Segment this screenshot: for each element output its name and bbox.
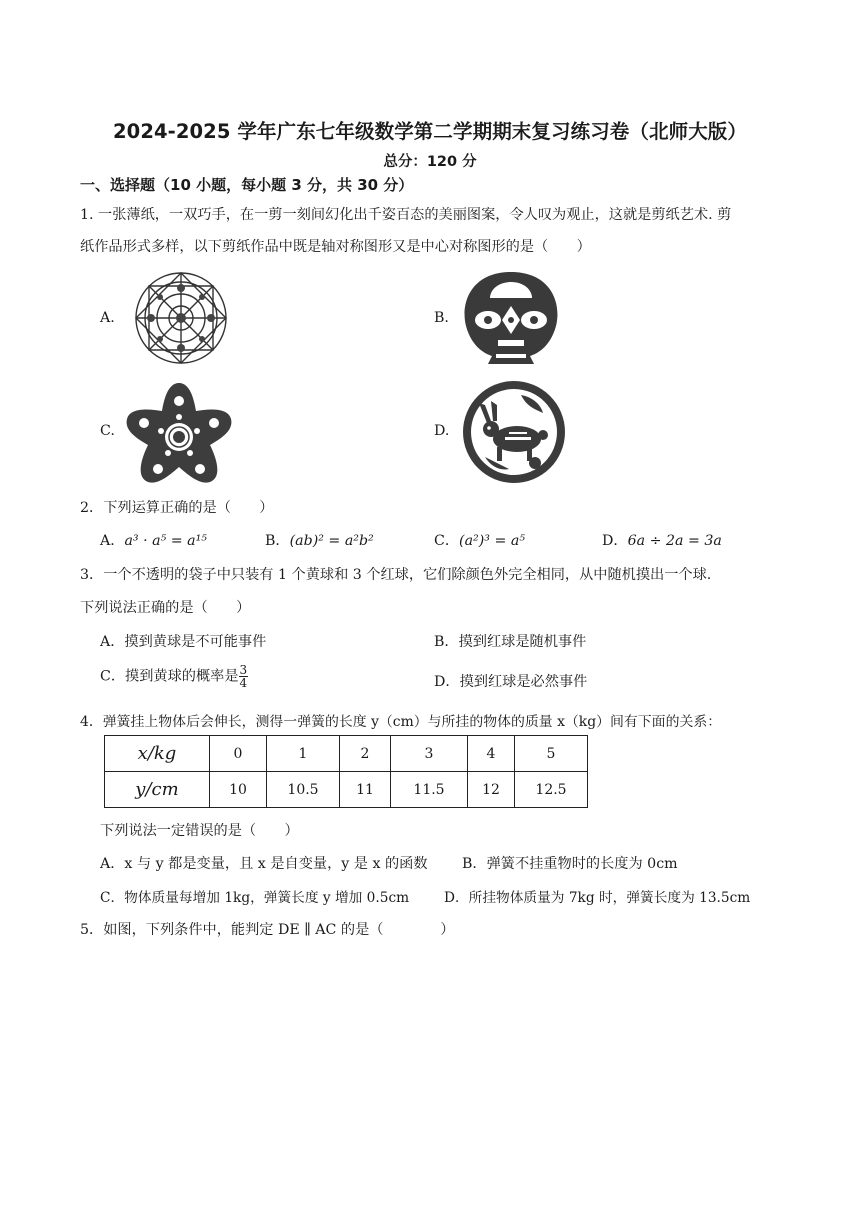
table-cell: 10.5 — [267, 772, 340, 808]
table-cell: 1 — [267, 736, 340, 772]
q4-prompt: 下列说法一定错误的是（ ） — [100, 823, 299, 839]
q1-line1: 1. 一张薄纸，一双巧手，在一剪一刻间幻化出千姿百态的美丽图案，令人叹为观止，这就是剪纸艺术. 剪 — [80, 207, 732, 223]
q2-a-expr: a³ · a⁵ = a¹⁵ — [124, 533, 207, 549]
q3-c-denominator: 4 — [239, 676, 248, 690]
q4-option-c: C．物体质量每增加 1kg，弹簧长度 y 增加 0.5cm — [100, 890, 410, 906]
table-cell: 11.5 — [391, 772, 468, 808]
q2-b-expr: (ab)² = a²b² — [289, 533, 374, 549]
table-cell: 12 — [468, 772, 515, 808]
table-row — [105, 736, 588, 772]
rabbit-papercut-icon — [461, 379, 567, 485]
q3-c-fraction — [239, 664, 249, 689]
q2-option-a — [100, 530, 207, 550]
q3-option-c — [100, 664, 248, 689]
table-header-x: x/kg — [105, 736, 210, 772]
q1-line2: 纸作品形式多样，以下剪纸作品中既是轴对称图形又是中心对称图形的是（ ） — [80, 239, 591, 255]
q2-stem: 2．下列运算正确的是（ ） — [80, 500, 274, 516]
total-score: 总分：120 分 — [383, 154, 477, 170]
q4-option-a: A．x 与 y 都是变量，且 x 是自变量，y 是 x 的函数 — [100, 856, 428, 872]
table-cell: 3 — [391, 736, 468, 772]
q1-option-a-image — [128, 268, 234, 368]
q2-d-label: D． — [602, 533, 628, 549]
spring-data-table — [104, 735, 588, 808]
page-title: 2024-2025 学年广东七年级数学第二学期期末复习练习卷（北师大版） — [112, 120, 748, 143]
q2-b-label: B． — [265, 533, 290, 549]
q4-option-b: B．弹簧不挂重物时的长度为 0cm — [462, 856, 678, 872]
q4-option-d: D．所挂物体质量为 7kg 时，弹簧长度为 13.5cm — [444, 890, 751, 906]
table-cell: 5 — [515, 736, 588, 772]
table-header-y: y/cm — [105, 772, 210, 808]
table-cell: 2 — [340, 736, 391, 772]
q1-option-b-label: B. — [434, 310, 449, 326]
q4-stem: 4．弹簧挂上物体后会伸长，测得一弹簧的长度 y（cm）与所挂的物体的质量 x（kg）间有下面的关系： — [80, 714, 722, 730]
q3-option-b: B．摸到红球是随机事件 — [434, 634, 587, 650]
q3-option-a: A．摸到黄球是不可能事件 — [100, 634, 267, 650]
q2-d-expr: 6a ÷ 2a = 3a — [627, 533, 722, 549]
q2-a-label: A． — [100, 533, 125, 549]
q2-c-expr: (a²)³ = a⁵ — [459, 533, 526, 549]
q2-option-b — [265, 530, 374, 550]
mandala-papercut-icon — [128, 268, 234, 368]
table-cell: 10 — [210, 772, 267, 808]
q3-c-text: C．摸到黄球的概率是 — [100, 668, 239, 685]
q5-stem: 5．如图，下列条件中，能判定 DE ∥ AC 的是（ ） — [80, 922, 455, 938]
q2-option-d — [602, 530, 722, 550]
q1-option-d-image — [461, 379, 567, 485]
q1-option-c-label: C. — [100, 423, 115, 439]
table-cell: 11 — [340, 772, 391, 808]
q3-line2: 下列说法正确的是（ ） — [80, 600, 251, 616]
q2-c-label: C． — [434, 533, 460, 549]
q3-c-numerator: 3 — [239, 663, 248, 677]
q1-option-a-label: A. — [100, 310, 115, 326]
table-cell: 4 — [468, 736, 515, 772]
table-cell: 12.5 — [515, 772, 588, 808]
table-row — [105, 772, 588, 808]
q1-option-c-image — [124, 381, 234, 485]
q1-option-b-image — [458, 268, 564, 366]
q3-option-d: D．摸到红球是必然事件 — [434, 674, 588, 690]
q2-option-c — [434, 530, 525, 550]
vase-papercut-icon — [458, 268, 564, 366]
section-heading: 一、选择题（10 小题，每小题 3 分，共 30 分） — [80, 176, 414, 194]
table-cell: 0 — [210, 736, 267, 772]
flower-star-papercut-icon — [124, 381, 234, 485]
q1-option-d-label: D. — [434, 423, 450, 439]
q3-line1: 3．一个不透明的袋子中只装有 1 个黄球和 3 个红球，它们除颜色外完全相同，从中随机摸出一个球. — [80, 567, 712, 583]
